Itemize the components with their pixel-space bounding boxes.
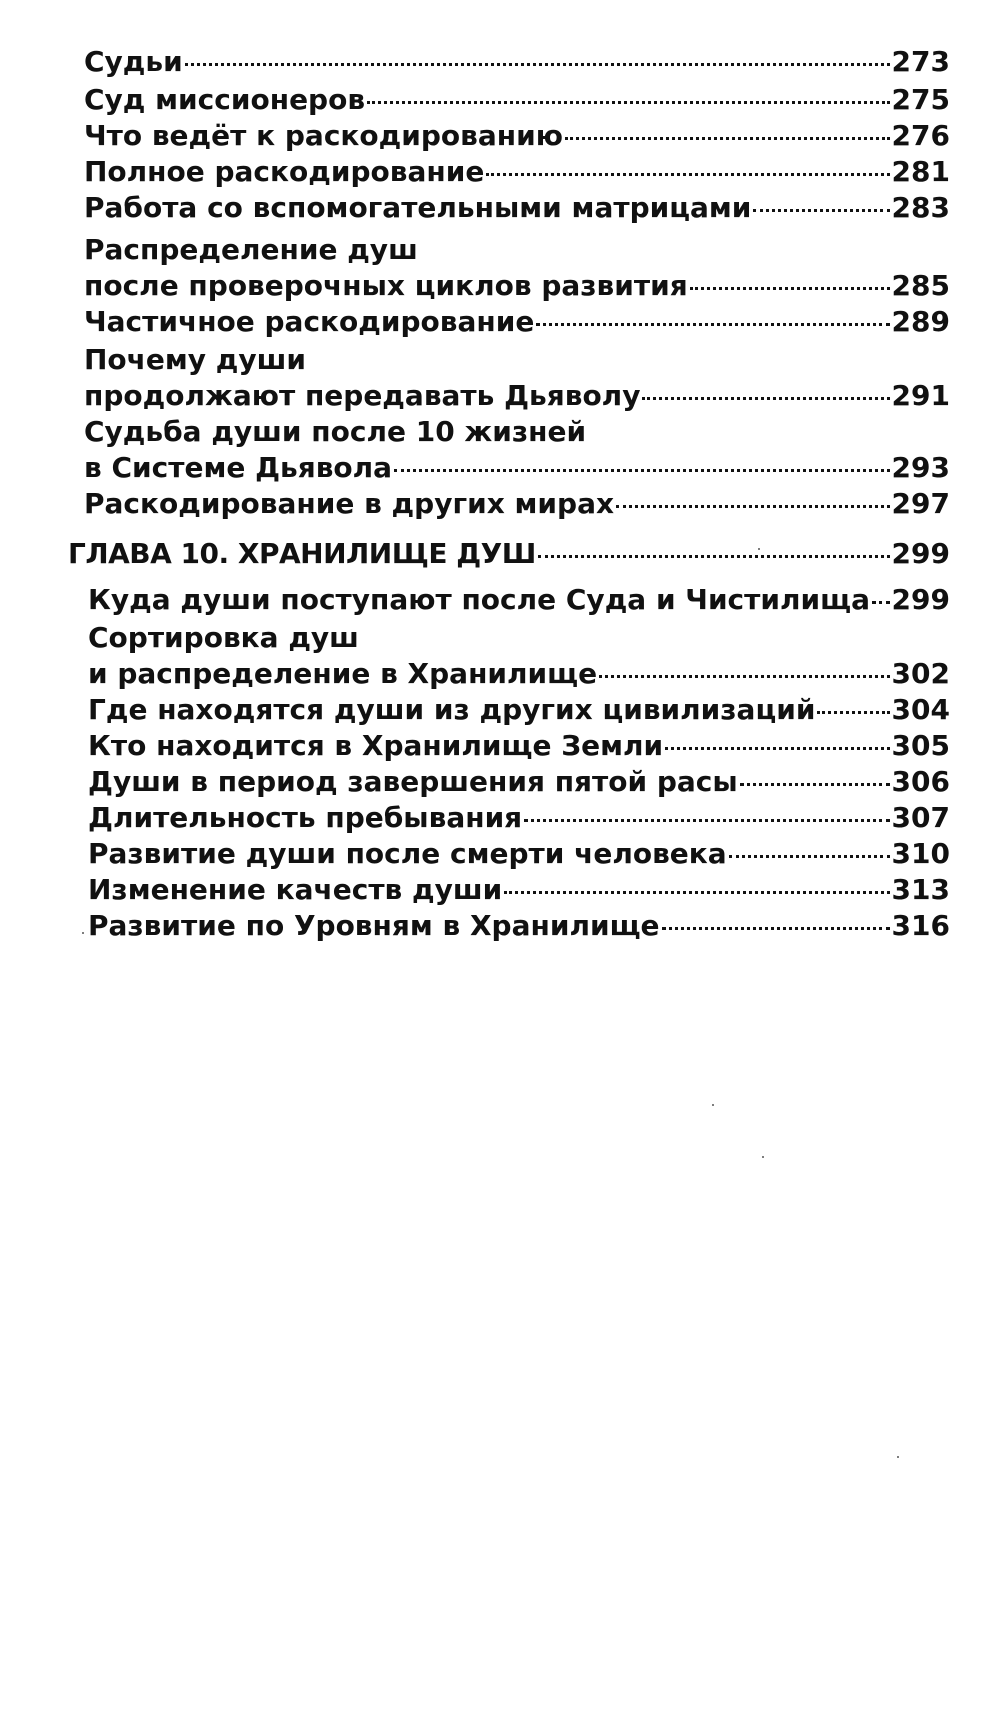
scan-speck [762,1156,764,1158]
toc-entry-title: Суд миссионеров [84,83,366,116]
toc-entry-title-line1: Судьба души после 10 жизней [84,415,587,448]
scan-speck [897,1456,899,1458]
dot-leader [753,209,889,212]
dot-leader [817,711,889,714]
toc-entry-page: 310 [891,837,950,870]
dot-leader [872,601,890,604]
toc-entry-page: 313 [891,873,950,906]
toc-entry-title: Длительность пребывания [88,801,523,834]
toc-entry-page: 291 [891,379,950,412]
toc-entry-page: 273 [891,45,950,78]
dot-leader [690,287,890,290]
toc-entry [88,692,950,728]
dot-leader [536,323,889,326]
dot-leader [740,783,890,786]
toc-entry-page: 276 [891,119,950,152]
toc-entry-page: 307 [891,801,950,834]
dot-leader [565,137,890,140]
toc-entry-title-line1: Распределение душ [84,233,418,266]
scan-speck [712,1104,714,1106]
toc-entry [84,304,950,340]
dot-leader [538,555,890,558]
toc-entry-page: 299 [891,583,950,616]
toc-entry [84,450,950,486]
toc-entry-title: Развитие по Уровням в Хранилище [88,909,660,942]
scan-speck [758,548,760,550]
toc-entry-title: Что ведёт к раскодированию [84,119,563,152]
toc-entry [88,800,950,836]
dot-leader [616,505,890,508]
toc-entry [84,486,950,522]
toc-entry-title: продолжают передавать Дьяволу [84,379,641,412]
dot-leader [524,819,889,822]
toc-entry [84,44,950,80]
dot-leader [394,469,889,472]
toc-entry-page: 316 [891,909,950,942]
toc-entry-title-line1: Сортировка душ [88,621,359,654]
toc-entry-title: Развитие души после смерти человека [88,837,727,870]
chapter-page: 299 [891,537,950,570]
scan-speck [82,932,84,934]
toc-entry-page: 302 [891,657,950,690]
toc-entry-title: Полное раскодирование [84,155,485,188]
toc-entry-title: Где находятся души из других цивилизаций [88,693,816,726]
dot-leader [185,63,890,66]
toc-entry-title: после проверочных циклов развития [84,269,688,302]
toc-entry [88,582,950,618]
toc-entry-page: 304 [891,693,950,726]
dot-leader [642,397,889,400]
toc-entry-title: Частичное раскодирование [84,305,535,338]
toc-entry [84,82,950,118]
toc-entry-title: Кто находится в Хранилище Земли [88,729,664,762]
toc-entry-page: 293 [891,451,950,484]
chapter-heading [68,536,950,572]
toc-entry [84,118,950,154]
dot-leader [504,891,889,894]
toc-entry-title: Души в период завершения пятой расы [88,765,738,798]
toc-entry-title: Раскодирование в других мирах [84,487,615,520]
toc-entry-page: 275 [891,83,950,116]
toc-entry-title: Куда души поступают после Суда и Чистилища [88,583,870,616]
toc-entry-page: 306 [891,765,950,798]
toc-entry-page: 281 [891,155,950,188]
dot-leader [665,747,889,750]
dot-leader [662,927,890,930]
toc-entry [88,728,950,764]
toc-entry [84,378,950,414]
toc-entry [88,908,950,944]
toc-entry [88,872,950,908]
toc-entry [88,656,950,692]
toc-entry-title: Работа со вспомогательными матрицами [84,191,752,224]
toc-entry-title: в Системе Дьявола [84,451,393,484]
toc-entry-title: Изменение качеств души [88,873,503,906]
dot-leader [599,675,889,678]
toc-entry [88,764,950,800]
dot-leader [486,173,889,176]
toc-entry-title: и распределение в Хранилище [88,657,598,690]
toc-entry-page: 285 [891,269,950,302]
toc-entry-title: Судьи [84,45,183,78]
toc-entry-page: 297 [891,487,950,520]
dot-leader [367,101,889,104]
toc-entry-title-line1: Почему души [84,343,306,376]
toc-entry [88,836,950,872]
dot-leader [729,855,890,858]
chapter-title: ГЛАВА 10. ХРАНИЛИЩЕ ДУШ [68,537,536,570]
toc-entry [84,268,950,304]
toc-entry [84,190,950,226]
toc-entry [84,154,950,190]
toc-entry-page: 289 [891,305,950,338]
toc-entry-page: 305 [891,729,950,762]
toc-entry-page: 283 [891,191,950,224]
